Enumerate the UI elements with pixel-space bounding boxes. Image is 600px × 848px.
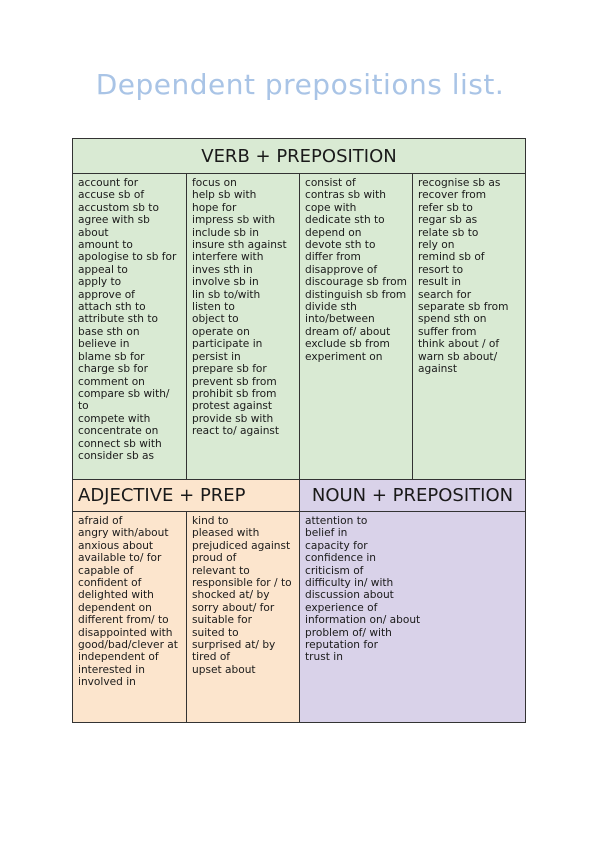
list-item: relevant to <box>192 564 250 577</box>
noun-column <box>300 512 525 722</box>
list-item: discussion about <box>305 589 394 602</box>
list-item: approve of <box>78 288 135 301</box>
list-item: search for <box>418 288 472 301</box>
list-item: protest against <box>192 400 273 413</box>
list-item: angry with/about <box>78 527 169 540</box>
adjective-column-1 <box>73 512 186 722</box>
list-item: devote sth to <box>305 239 376 252</box>
list-item: prohibit sb from <box>192 387 277 400</box>
list-item: participate in <box>192 338 263 351</box>
list-item: involved in <box>78 676 136 689</box>
list-item: consider sb as <box>78 449 155 462</box>
list-item: persist in <box>192 350 241 363</box>
list-item: trust in <box>305 651 343 664</box>
list-item: belief in <box>305 527 348 540</box>
list-item: react to/ against <box>192 425 280 438</box>
list-item: amount to <box>78 239 133 252</box>
list-item: capable of <box>78 564 134 577</box>
list-item: kind to <box>192 515 229 527</box>
list-item: delighted with <box>78 589 154 602</box>
list-item: dedicate sth to <box>305 214 385 227</box>
list-item: sorry about/ for <box>192 601 275 614</box>
list-item: agree with sb about <box>78 214 154 239</box>
verb-section-body <box>73 174 525 480</box>
list-item: attach sth to <box>78 301 146 314</box>
list-item: apply to <box>78 276 122 289</box>
list-item: lin sb to/with <box>192 288 261 301</box>
list-item: suitable for <box>192 614 252 627</box>
list-item: comment on <box>78 375 145 388</box>
list-item: available to/ for <box>78 552 162 565</box>
list-item: involve sb in <box>192 276 259 289</box>
list-item: upset about <box>192 663 256 676</box>
list-item: divide sth into/between <box>305 301 375 326</box>
list-item: prepare sb for <box>192 363 267 376</box>
verb-column-1 <box>73 174 186 479</box>
list-item: prevent sb from <box>192 375 277 388</box>
list-item: interested in <box>78 663 145 676</box>
list-item: experience of <box>305 601 378 614</box>
list-item: reputation for <box>305 639 378 652</box>
list-item: separate sb from <box>418 301 509 314</box>
list-item: compete with <box>78 412 151 425</box>
list-item: operate on <box>192 325 250 338</box>
list-item: impress sb with <box>192 214 276 227</box>
list-item: capacity for <box>305 539 368 552</box>
list-item: suffer from <box>418 325 477 338</box>
list-item: responsible for / to <box>192 577 292 590</box>
list-item: exclude sb from <box>305 338 390 351</box>
list-item: cope with <box>305 201 357 214</box>
list-item: contras sb with <box>305 189 386 202</box>
list-item: depend on <box>305 226 362 239</box>
list-item: account for <box>78 177 139 189</box>
list-item: confident of <box>78 577 142 590</box>
list-item: listen to <box>192 301 235 314</box>
list-item: charge sb for <box>78 363 148 376</box>
list-item: accustom sb to <box>78 201 159 214</box>
list-item: criticism of <box>305 564 364 577</box>
list-item: regar sb as <box>418 214 478 227</box>
noun-section <box>300 480 525 722</box>
list-item: apologise to sb for <box>78 251 177 264</box>
list-item: include sb in <box>192 226 260 239</box>
verb-section-header: VERB + PREPOSITION <box>73 139 525 174</box>
list-item: disapprove of <box>305 263 378 276</box>
list-item: distinguish sb from <box>305 288 407 301</box>
list-item: consist of <box>305 177 356 189</box>
adjective-section <box>73 480 300 722</box>
list-item: tired of <box>192 651 231 664</box>
list-item: prejudiced against <box>192 539 291 552</box>
list-item: independent of <box>78 651 159 664</box>
list-item: discourage sb from <box>305 276 407 289</box>
list-item: information on/ about <box>305 614 421 627</box>
list-item: rely on <box>418 239 455 252</box>
list-item: blame sb for <box>78 350 145 363</box>
list-item: attention to <box>305 515 368 527</box>
list-item: resort to <box>418 263 464 276</box>
list-item: good/bad/clever at <box>78 639 178 652</box>
noun-section-header: NOUN + PREPOSITION <box>300 480 525 512</box>
list-item: spend sth on <box>418 313 487 326</box>
list-item: help sb with <box>192 189 257 202</box>
list-item: remind sb of <box>418 251 485 264</box>
list-item: problem of/ with <box>305 626 392 639</box>
list-item: experiment on <box>305 350 383 363</box>
list-item: refer sb to <box>418 201 473 214</box>
list-item: think about / of <box>418 338 500 351</box>
list-item: afraid of <box>78 515 123 527</box>
list-item: difficulty in/ with <box>305 577 394 590</box>
list-item: result in <box>418 276 461 289</box>
list-item: surprised at/ by <box>192 639 276 652</box>
list-item: object to <box>192 313 239 326</box>
page-title: Dependent prepositions list. <box>95 68 505 101</box>
list-item: shocked at/ by <box>192 589 270 602</box>
list-item: warn sb about/ against <box>418 350 501 376</box>
list-item: suited to <box>192 626 239 639</box>
adjective-column-2 <box>186 512 299 722</box>
list-item: dream of/ about <box>305 325 391 338</box>
list-item: believe in <box>78 338 130 351</box>
list-item: proud of <box>192 552 237 565</box>
adjective-section-header: ADJECTIVE + PREP <box>73 480 299 512</box>
list-item: focus on <box>192 177 237 189</box>
list-item: recover from <box>418 189 487 202</box>
list-item: recognise sb as <box>418 177 501 189</box>
list-item: attribute sth to <box>78 313 158 326</box>
list-item: confidence in <box>305 552 377 565</box>
list-item: provide sb with <box>192 412 274 425</box>
verb-column-4 <box>412 174 525 479</box>
list-item: base sth on <box>78 325 140 338</box>
list-item: disappointed with <box>78 626 173 639</box>
list-item: dependent on <box>78 601 152 614</box>
list-item: insure sth against <box>192 239 287 252</box>
list-item: hope for <box>192 201 237 214</box>
list-item: appeal to <box>78 263 128 276</box>
list-item: connect sb with <box>78 437 162 450</box>
list-item: relate sb to <box>418 226 479 239</box>
list-item: interfere with <box>192 251 264 264</box>
list-item: different from/ to <box>78 614 169 627</box>
list-item: accuse sb of <box>78 189 145 202</box>
prepositions-table <box>72 138 526 723</box>
verb-column-2 <box>186 174 299 479</box>
list-item: pleased with <box>192 527 260 540</box>
list-item: differ from <box>305 251 361 264</box>
list-item: anxious about <box>78 539 154 552</box>
verb-column-3 <box>299 174 412 479</box>
list-item: concentrate on <box>78 425 159 438</box>
list-item: inves sth in <box>192 263 253 276</box>
list-item: compare sb with/ to <box>78 387 173 413</box>
